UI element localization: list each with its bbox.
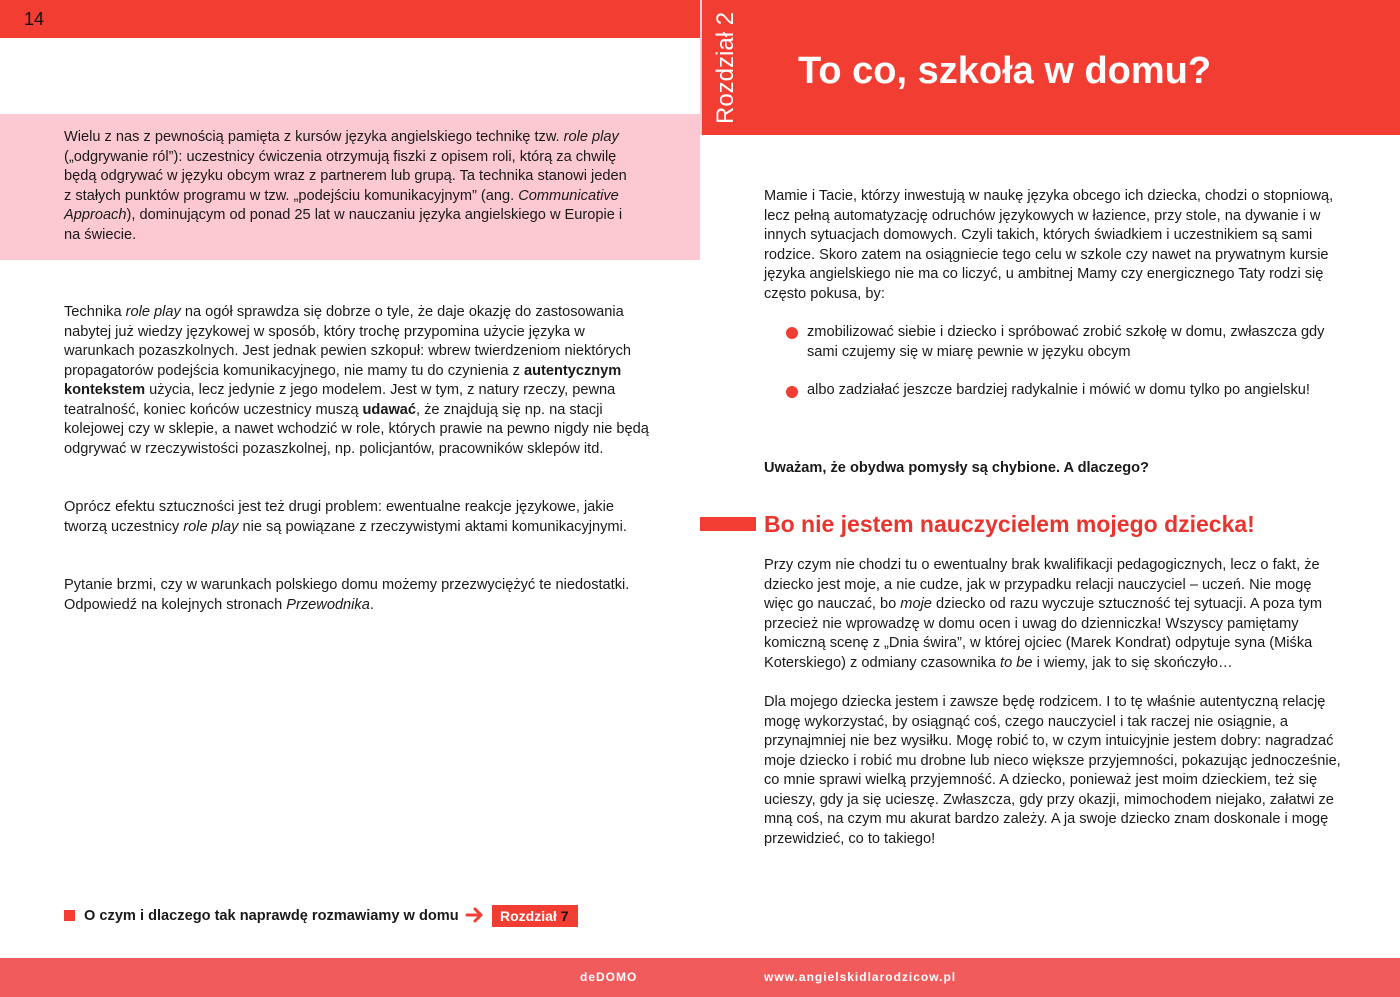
section-heading: Bo nie jestem nauczycielem mojego dziecka! xyxy=(764,511,1255,537)
left-paragraph-2: Oprócz efektu sztuczności jest też drugi problem: ewentualne reakcje językowe, jakie tworzą uczestnicy role play nie są powiązane z rzeczywistymi aktami komunikacyjnymi. xyxy=(64,499,627,535)
right-paragraph-2: Przy czym nie chodzi tu o ewentualny brak kwalifikacji pedagogicznych, lecz o fakt, że dziecko jest moje, a nie cudze, jak w przypadku relacji nauczyciel – uczeń. Nie mogę więc go nauczać, bo moje dziecko od razu wyczuje sztuczność tej sytuacji. A poza tym przecież nie wprowadzę w domu ocen i uwag do dzienniczka! Wszyscy pamiętamy komiczną scenę z „Dnia świra”, w której ojciec (Marek Kondrat) odpytuje syna (Miśka Koterskiego) z odmiany czasownika to be i wiemy, jak to się skończyło… xyxy=(764,557,1323,671)
list-item: albo zadziałać jeszcze bardziej radykalnie i mówić w domu tylko po angielsku! xyxy=(807,382,1310,398)
left-header-bar xyxy=(62,0,700,38)
footer-brand: deDOMO xyxy=(580,970,638,984)
cross-reference-text[interactable]: O czym i dlaczego tak naprawdę rozmawiamy w domu xyxy=(84,908,459,924)
vertical-chapter-label: Rozdział 2 xyxy=(712,11,739,124)
question-line: Uważam, że obydwa pomysły są chybione. A dlaczego? xyxy=(764,460,1149,476)
page-number: 14 xyxy=(0,0,62,38)
page-title: To co, szkoła w domu? xyxy=(798,50,1212,92)
arrow-right-icon xyxy=(464,904,486,926)
red-dot-icon xyxy=(786,327,798,339)
intro-paragraph: Wielu z nas z pewnością pamięta z kursów języka angielskiego technikę tzw. role play („odgrywanie ról”): uczestnicy ćwiczenia otrzymują fiszki z opisem roli, którą za chwilę będą odgrywać w języku obcym wraz z partnerem lub grupą. Ta technika stanowi jeden z stałych punktów programu w tzw. „podejściu komunikacyjnym” (ang. Communicative Approach), dominującym od ponad 25 lat w nauczaniu języka angielskiego w Europie i na świecie. xyxy=(64,129,627,243)
red-dot-icon xyxy=(786,386,798,398)
footer-bar xyxy=(0,958,1400,997)
chapter-link-badge[interactable]: Rozdział 7 xyxy=(492,905,578,927)
left-paragraph-1: Technika role play na ogół sprawdza się dobrze o tyle, że daje okazję do zastosowania nabytej już wiedzy językowej w sposób, który trochę przypomina użycie języka w warunkach pozaszkolnych. Jest jednak pewien szkopuł: wbrew twierdzeniom niektórych propagatorów podejścia komunikacyjnego, nie mamy tu do czynienia z autentycznym kontekstem użycia, lecz jedynie z jego modelem. Jest w tym, z natury rzeczy, pewna teatralność, koniec końców uczestnicy muszą udawać, że znajdują się np. na stacji kolejowej czy w sklepie, a nawet wchodzić w role, których prawie na pewno nigdy nie będą odgrywać w rzeczywistości pozaszkolnej, np. policjantów, pracowników sklepów itd. xyxy=(64,304,649,457)
footer-website-link[interactable]: www.angielskidlarodzicow.pl xyxy=(764,970,957,984)
list-item: zmobilizować siebie i dziecko i spróbować zrobić szkołę w domu, zwłaszcza gdy sami czujemy się w miarę pewnie w języku obcym xyxy=(807,324,1325,360)
left-paragraph-3: Pytanie brzmi, czy w warunkach polskiego domu możemy przezwyciężyć te niedostatki. Odpowiedź na kolejnych stronach Przewodnika. xyxy=(64,577,630,613)
square-bullet-icon xyxy=(64,910,75,921)
right-paragraph-3: Dla mojego dziecka jestem i zawsze będę rodzicem. I to tę właśnie autentyczną relację mogę wykorzystać, by osiągnąć coś, czego nauczyciel i tak raczej nie osiągnie, a przynajmniej nie bez wysiłku. Mogę robić to, w czym intuicyjnie jestem dobry: nagradzać moje dziecko i robić mu drobne lub nieco większe przyjemności, pokazując jednocześnie, co mnie sprawi wielką przyjemność. A dziecko, ponieważ jest moim dzieckiem, też się ucieszy, gdy ja się ucieszę. Zwłaszcza, gdy przy okazji, mimochodem niejako, załatwi ze mną coś, na czym mu akurat bardzo zależy. A ja swoje dziecko znam doskonale i mogę przewidzieć, co to takiego! xyxy=(764,694,1341,847)
section-marker xyxy=(700,517,756,531)
right-paragraph-1: Mamie i Tacie, którzy inwestują w naukę języka obcego ich dziecka, chodzi o stopniową, lecz pełną automatyzację odruchów językowych w łazience, przy stole, na dywanie i w innych sytuacjach domowych. Czyli takich, których świadkiem i uczestnikiem są sami rodzice. Skoro zatem na osiągniecie tego celu w szkole czy nawet na prywatnym kursie języka angielskiego nie ma co liczyć, u ambitnej Mamy czy energicznego Taty rodzi się często pokusa, by: xyxy=(764,188,1334,302)
